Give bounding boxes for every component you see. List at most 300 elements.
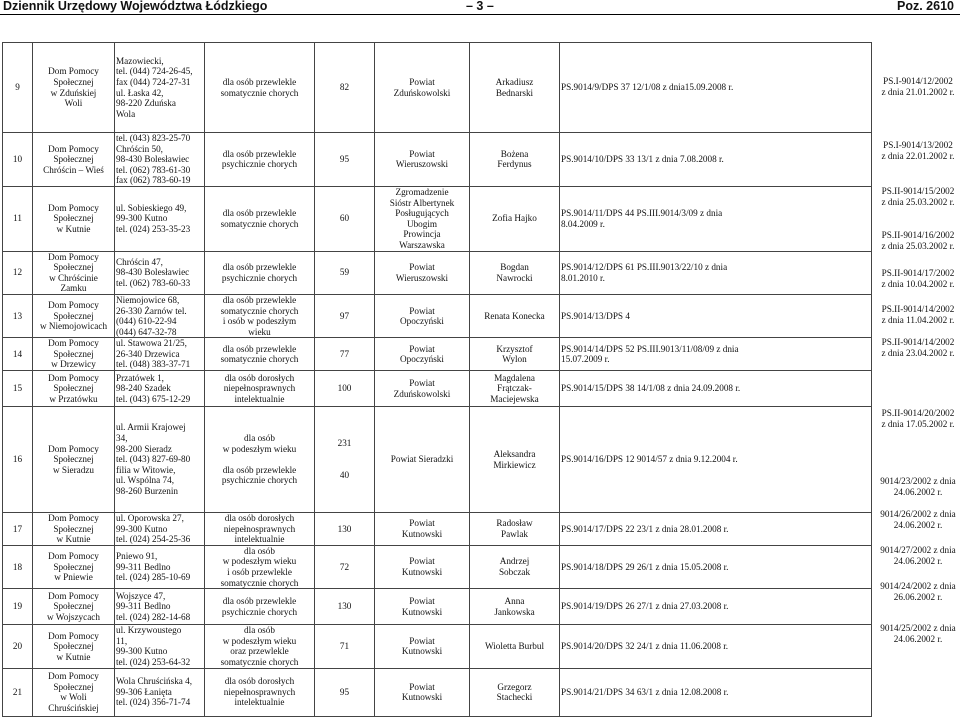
facility-name-line: w Chróścinie [49, 272, 98, 283]
address-line: Przatówek 1, [116, 372, 164, 383]
type-line: i osób w podeszłym [222, 316, 297, 327]
capacity [315, 371, 375, 407]
capacity-value [316, 449, 373, 460]
table-row [3, 43, 872, 133]
address-line: tel. (024) 254-25-36 [116, 534, 191, 545]
organ-line: Kutnowski [401, 567, 443, 578]
address-line: tel. (024) 253-35-23 [116, 224, 191, 235]
facility-address [115, 625, 205, 668]
address-line: tel. (044) 724-26-45, [116, 66, 193, 77]
organ-line: Powiat [409, 377, 435, 388]
facility-name-line: Dom Pomocy [48, 590, 99, 601]
decision-line: PS.9014/13/DPS 4 [561, 310, 630, 321]
address-line: filia w Witowie, [116, 464, 176, 475]
type-line: somatycznie chorych [220, 354, 299, 365]
facility-name-line: Społecznej [53, 561, 94, 572]
facility-name-line: w Przatówku [49, 393, 98, 404]
capacity [315, 407, 375, 513]
row-number: 10 [3, 133, 33, 187]
reference-entry [876, 623, 960, 644]
organ-line: Powiat [409, 635, 435, 646]
reference-entry [876, 509, 960, 530]
facility-name [33, 545, 115, 588]
type-line: niepełnosprawnych [223, 686, 296, 697]
facility-name-line: Dom Pomocy [48, 338, 99, 349]
row-number: 15 [3, 371, 33, 407]
facility-name [33, 668, 115, 716]
organ-line: Powiat [409, 76, 435, 87]
reference-line: z dnia 10.04.2002 r. [881, 278, 955, 289]
capacity-value: 130 [337, 601, 352, 612]
director [470, 589, 560, 625]
facility-name-line: Społecznej [53, 383, 94, 394]
director-line: Aleksandra [493, 448, 536, 459]
reference-line: z dnia 11.04.2002 r. [881, 314, 955, 325]
decision [560, 589, 872, 625]
capacity-value: 71 [339, 641, 350, 652]
page-number: – 3 – [466, 0, 494, 13]
director [470, 668, 560, 716]
director-line: Radosław [496, 518, 533, 529]
facility-name-line: Społecznej [53, 262, 94, 273]
address-line: tel. (048) 383-37-71 [116, 359, 191, 370]
capacity-value: 77 [339, 348, 350, 359]
type-line: dla osób [244, 625, 275, 636]
reference-line: z dnia 21.01.2002 r. [881, 86, 955, 97]
director-line: Ferdynus [497, 159, 532, 170]
reference-entry [876, 140, 960, 161]
facility-name-line: w Kutnie [56, 224, 91, 235]
facility-name [33, 625, 115, 668]
facility-name-line: Społecznej [53, 523, 94, 534]
type-line: psychicznie chorych [221, 159, 298, 170]
address-line: Mazowiecki, [116, 55, 164, 66]
reference-line: z dnia 17.05.2002 r. [881, 418, 955, 429]
facility-name-line: Dom Pomocy [48, 66, 99, 77]
capacity [315, 589, 375, 625]
row-number: 16 [3, 407, 33, 513]
facility-name [33, 513, 115, 546]
type-line: niepełnosprawnych [223, 523, 296, 534]
organ-line: Powiat [409, 596, 435, 607]
type-line: dla osób przewlekle [222, 294, 297, 305]
director-line: Arkadiusz [495, 76, 534, 87]
facility-name-line: Chróścin – Wieś [43, 164, 104, 175]
facility-name-line: Dom Pomocy [48, 251, 99, 262]
facility-name-line: Społecznej [53, 454, 94, 465]
capacity [315, 294, 375, 337]
facility-name [33, 371, 115, 407]
organ-line: Ubogim [406, 218, 438, 229]
director-line: Bożena [500, 148, 529, 159]
table-row [3, 545, 872, 588]
organ-line: Powiat Sieradzki [390, 454, 454, 465]
director-line: Stachecki [496, 692, 533, 703]
row-number: 12 [3, 251, 33, 294]
facility-address [115, 338, 205, 371]
type-line: dla osób [244, 545, 275, 556]
reference-line: PS.II-9014/15/2002 [881, 186, 955, 196]
address-line: 99-311 Bedlno [116, 601, 171, 612]
managing-organ [375, 251, 470, 294]
reference-entry [876, 76, 960, 97]
reference-line: PS.I-9014/12/2002 [883, 76, 953, 86]
address-line: 26-330 Żarnów tel. [116, 305, 187, 316]
table-row [3, 407, 872, 513]
organ-line: Powiat [409, 262, 435, 273]
director-line: Bednarski [495, 87, 534, 98]
address-line: (044) 647-32-78 [116, 326, 177, 337]
decision-line: 15.07.2009 r. [561, 354, 610, 365]
facility-name-line: w Sieradzu [52, 464, 95, 475]
director [470, 407, 560, 513]
address-line: tel. (062) 783-60-33 [116, 278, 191, 289]
header-rule [0, 14, 960, 15]
organ-line: Wieruszowski [395, 159, 449, 170]
table-row [3, 251, 872, 294]
facility-type [205, 371, 315, 407]
type-line: dla osób przewlekle [222, 464, 297, 475]
type-line: somatycznie chorych [220, 305, 299, 316]
facility-address [115, 251, 205, 294]
reference-line: PS.II-9014/20/2002 [881, 408, 955, 418]
facility-name-line: Chruścińskiej [48, 702, 99, 713]
capacity [315, 625, 375, 668]
type-line: psychicznie chorych [221, 606, 298, 617]
facility-type [205, 186, 315, 251]
reference-entry [876, 476, 960, 497]
managing-organ [375, 625, 470, 668]
facility-type [205, 513, 315, 546]
reference-entry [876, 230, 960, 251]
organ-line: Prowincja [403, 229, 441, 240]
address-line: 26-340 Drzewica [116, 348, 180, 359]
organ-line: Kutnowski [401, 646, 443, 657]
reference-line: 9014/25/2002 z dnia [880, 623, 956, 633]
reference-line: 9014/26/2002 z dnia [880, 509, 956, 519]
decision [560, 407, 872, 513]
facility-name [33, 133, 115, 187]
type-line: dla osób przewlekle [222, 262, 297, 273]
type-line: dla osób przewlekle [222, 148, 297, 159]
facility-type [205, 545, 315, 588]
director [470, 338, 560, 371]
address-line: tel. (043) 827-69-80 [116, 454, 191, 465]
decision-line: PS.9014/20/DPS 32 24/1 z dnia 11.06.2008 r. [561, 641, 729, 652]
director-line: Grzegorz [497, 681, 532, 692]
reference-line: z dnia 25.03.2002 r. [881, 240, 955, 251]
organ-line: Opoczyński [400, 316, 444, 327]
organ-line: Sióstr Albertynek [389, 197, 455, 208]
address-line: tel. (024) 285-10-69 [116, 572, 191, 583]
facility-name-line: Dom Pomocy [48, 630, 99, 641]
director [470, 294, 560, 337]
capacity-value: 40 [339, 470, 350, 481]
facility-name-line: Społecznej [53, 154, 94, 165]
facility-address [115, 668, 205, 716]
facility-type [205, 668, 315, 716]
reference-line: PS.I-9014/13/2002 [883, 140, 953, 150]
director [470, 43, 560, 133]
facility-type [205, 43, 315, 133]
address-line: 99-311 Bedlno [116, 561, 171, 572]
director-line: Krzysztof [496, 343, 533, 354]
managing-organ [375, 545, 470, 588]
decision [560, 513, 872, 546]
address-line: tel. (043) 675-12-29 [116, 393, 191, 404]
organ-line: Powiat [409, 343, 435, 354]
facility-name-line: w Kutnie [56, 651, 91, 662]
facility-type [205, 338, 315, 371]
director-line: Mirkiewicz [493, 459, 536, 470]
address-line: Wola [116, 108, 136, 119]
address-line: 99-306 Łanięta [116, 686, 172, 697]
type-line: dla osób dorosłych [224, 676, 295, 687]
table-row [3, 186, 872, 251]
address-line: ul. Krzywoustego [116, 625, 182, 636]
address-line: Niemojowice 68, [116, 294, 180, 305]
reference-entry [876, 186, 960, 207]
facility-name [33, 589, 115, 625]
facility-name-line: w Wojszycach [47, 612, 100, 623]
organ-line: Wieruszowski [395, 272, 449, 283]
decision-line: PS.9014/10/DPS 33 13/1 z dnia 7.08.2008 r. [561, 154, 724, 165]
address-line: ul. Wspólna 74, [116, 475, 175, 486]
organ-line: Zgromadzenie [395, 186, 449, 197]
reference-line: z dnia 23.04.2002 r. [881, 347, 955, 358]
managing-organ [375, 589, 470, 625]
capacity [315, 186, 375, 251]
address-line: tel. (024) 253-64-32 [116, 657, 191, 667]
decision [560, 668, 872, 716]
address-line: tel. (024) 356-71-74 [116, 697, 191, 708]
organ-line: Kutnowski [401, 606, 443, 617]
reference-line: 24.06.2002 r. [893, 633, 943, 644]
facility-name-line: Społecznej [53, 681, 94, 692]
address-line: Chróścin 50, [116, 143, 163, 154]
decision-line: PS.9014/18/DPS 29 26/1 z dnia 15.05.2008 r. [561, 561, 729, 572]
facility-address [115, 407, 205, 513]
address-line: 98-220 Zduńska [116, 98, 176, 109]
row-number: 13 [3, 294, 33, 337]
managing-organ [375, 513, 470, 546]
type-line: i osób przewlekle [227, 567, 292, 578]
reference-line: PS.II-9014/14/2002 [881, 304, 955, 314]
facility-name-line: Społecznej [53, 213, 94, 224]
facility-name-line: Dom Pomocy [48, 202, 99, 213]
facility-name-line: Woli [64, 98, 83, 109]
managing-organ [375, 43, 470, 133]
facility-name-line: w Pniewie [54, 572, 93, 583]
managing-organ [375, 371, 470, 407]
facility-type [205, 251, 315, 294]
journal-title: Dziennik Urzędowy Województwa Łódzkiego [3, 0, 268, 13]
position-number: Poz. 2610 [897, 0, 954, 13]
type-line: dla osób przewlekle [222, 208, 297, 219]
type-line: dla osób przewlekle [222, 76, 297, 87]
facility-name-line: w Woli [60, 692, 87, 703]
capacity-value [316, 460, 373, 471]
facility-name [33, 186, 115, 251]
capacity [315, 251, 375, 294]
facility-type [205, 133, 315, 187]
table-row [3, 371, 872, 407]
reference-line: z dnia 25.03.2002 r. [881, 196, 955, 207]
organ-line: Powiat [409, 518, 435, 529]
address-line: 99-300 Kutno [116, 646, 168, 657]
managing-organ [375, 294, 470, 337]
organ-line: Opoczyński [400, 354, 444, 365]
organ-line: Powiat [409, 556, 435, 567]
organ-line: Zduńskowolski [393, 87, 451, 98]
reference-entry [876, 545, 960, 566]
type-line: w podeszłym wieku [222, 635, 297, 646]
organ-line: Powiat [409, 305, 435, 316]
director-line: Bogdan [500, 262, 529, 273]
facility-name-line: Dom Pomocy [48, 513, 99, 524]
facility-name-line: Dom Pomocy [48, 551, 99, 562]
type-line: dla osób dorosłych [224, 372, 295, 383]
director-line: Wylon [502, 354, 527, 365]
facility-name-line: Społecznej [53, 641, 94, 652]
facility-name-line: Społecznej [53, 310, 94, 321]
address-line: ul. Stawowa 21/25, [116, 338, 187, 349]
address-line: ul. Łaska 42, [116, 87, 164, 98]
organ-line: Powiat [409, 148, 435, 159]
director [470, 371, 560, 407]
type-line: somatycznie chorych [220, 657, 299, 667]
facility-type [205, 294, 315, 337]
reference-line: PS.II-9014/17/2002 [881, 268, 955, 278]
type-line: oraz przewlekle [230, 646, 289, 657]
row-number: 21 [3, 668, 33, 716]
facility-address [115, 294, 205, 337]
reference-line: PS.II-9014/14/2002 [881, 337, 955, 347]
address-line: fax (062) 783-60-19 [116, 175, 191, 186]
organ-line: Warszawska [399, 239, 445, 250]
director-line: Pawlak [500, 528, 529, 539]
facility-name-line: Dom Pomocy [48, 670, 99, 681]
capacity-value: 95 [339, 154, 350, 165]
organ-line: Powiat [409, 681, 435, 692]
director-line: Jankowska [494, 606, 535, 617]
reference-entry [876, 304, 960, 325]
facility-address [115, 589, 205, 625]
director-line: Andrzej [499, 556, 530, 567]
director [470, 251, 560, 294]
address-line: 99-300 Kutno [116, 523, 168, 534]
decision-line: PS.9014/12/DPS 61 PS.III.9013/22/10 z dnia [561, 262, 728, 273]
type-line: dla osób przewlekle [222, 596, 297, 607]
director [470, 513, 560, 546]
managing-organ [375, 133, 470, 187]
table-row [3, 625, 872, 668]
reference-line: z dnia 22.01.2002 r. [881, 150, 955, 161]
managing-organ [375, 407, 470, 513]
reference-line: 9014/24/2002 z dnia [880, 581, 956, 591]
type-line: w podeszłym wieku [222, 443, 297, 454]
director [470, 625, 560, 668]
table-row [3, 338, 872, 371]
reference-line: 24.06.2002 r. [893, 519, 943, 530]
capacity-value: 100 [337, 383, 352, 394]
capacity [315, 513, 375, 546]
decision-line: PS.9014/19/DPS 26 27/1 z dnia 27.03.2008 r. [561, 601, 729, 612]
type-line: wieku [248, 326, 271, 337]
decision-line: PS.9014/9/DPS 37 12/1/08 z dnia15.09.2008 r. [561, 82, 734, 93]
address-line: 98-240 Szadek [116, 383, 171, 394]
row-number: 9 [3, 43, 33, 133]
decision-line: PS.9014/21/DPS 34 63/1 z dnia 12.08.2008 r. [561, 686, 729, 697]
organ-line: Posługujących [395, 208, 449, 219]
director-line: Nawrocki [496, 272, 533, 283]
facility-name-line: Społecznej [53, 348, 94, 359]
capacity [315, 668, 375, 716]
address-line: Chróścin 47, [116, 256, 163, 267]
row-number: 18 [3, 545, 33, 588]
type-line: dla osób przewlekle [222, 343, 297, 354]
capacity-value: 82 [339, 82, 350, 93]
address-line: 34, [116, 433, 128, 444]
facility-name-line: Społecznej [53, 601, 94, 612]
managing-organ [375, 668, 470, 716]
facility-name [33, 407, 115, 513]
decision [560, 133, 872, 187]
facility-name-line: Dom Pomocy [48, 143, 99, 154]
facility-name-line: Społecznej [53, 76, 94, 87]
capacity-value: 95 [339, 686, 350, 697]
table-row [3, 589, 872, 625]
capacity [315, 338, 375, 371]
director [470, 133, 560, 187]
type-line: somatycznie chorych [220, 218, 299, 229]
decision-line: PS.9014/17/DPS 22 23/1 z dnia 28.01.2008 r. [561, 523, 729, 534]
managing-organ [375, 186, 470, 251]
organ-line: Zduńskowolski [393, 388, 451, 399]
decision [560, 338, 872, 371]
address-line: 99-300 Kutno [116, 213, 168, 224]
organ-line: Kutnowski [401, 528, 443, 539]
address-line: 98-430 Bolesławiec [116, 154, 190, 165]
type-line [206, 454, 313, 465]
reference-line: 24.06.2002 r. [893, 486, 943, 497]
director-line: Frątczak- [497, 383, 532, 394]
managing-organ [375, 338, 470, 371]
director-line: Anna [504, 596, 525, 607]
capacity-value: 231 [337, 438, 352, 449]
type-line: niepełnosprawnych [223, 383, 296, 394]
decision [560, 251, 872, 294]
address-line: tel. (043) 823-25-70 [116, 133, 191, 143]
decision-line: PS.9014/15/DPS 38 14/1/08 z dnia 24.09.2008 r. [561, 383, 741, 394]
capacity-value: 130 [337, 523, 352, 534]
table-row [3, 294, 872, 337]
row-number: 19 [3, 589, 33, 625]
capacity-value: 59 [339, 267, 350, 278]
director [470, 545, 560, 588]
facility-address [115, 545, 205, 588]
decision-line: 8.04.2009 r. [561, 218, 605, 229]
decision [560, 625, 872, 668]
reference-line: 24.06.2002 r. [893, 555, 943, 566]
type-line: w podeszłym wieku [222, 556, 297, 567]
capacity-value: 97 [339, 310, 350, 321]
type-line: psychicznie chorych [221, 272, 298, 283]
reference-entry [876, 337, 960, 358]
director-line: Maciejewska [490, 393, 539, 404]
address-line: tel. (024) 282-14-68 [116, 612, 191, 623]
address-line: Wojszyce 47, [116, 590, 166, 601]
